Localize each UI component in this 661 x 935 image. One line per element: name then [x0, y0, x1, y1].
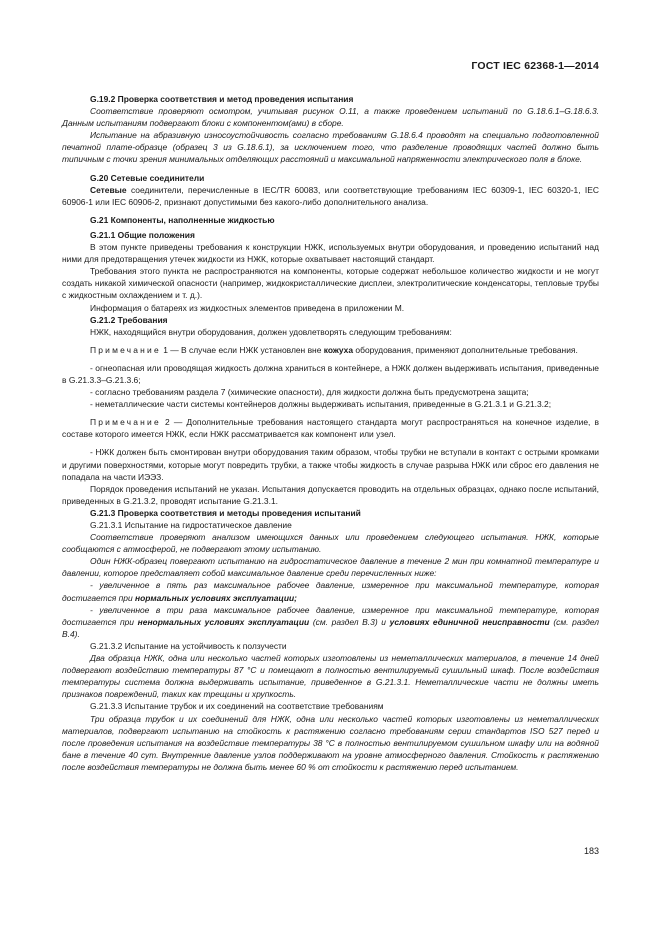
bold-term: ненормальных условиях эксплуатации	[137, 616, 310, 627]
list-item: - согласно требованиям раздела 7 (химические опасности), для жидкости должна быть предусмотрена защита;	[90, 387, 529, 398]
section-heading-g21: G.21 Компоненты, наполненные жидкостью	[90, 214, 275, 225]
bold-term: кожуха	[323, 344, 354, 355]
section-heading-g21-3: G.21.3 Проверка соответствия и методы проведения испытаний	[90, 507, 361, 518]
paragraph: Требования этого пункта не распространяются на компоненты, которые содержат небольшое количество жидкости и не могут создать никакой химической опасности (например, жидкокристаллические дисплеи, электролитические конденсаторы, тепловые трубы с жидкостным охлаждением и т. д.).	[62, 266, 599, 301]
page-number: 183	[583, 846, 599, 856]
subsection-heading-g21-3-2: G.21.3.2 Испытание на устойчивость к ползучести	[90, 640, 287, 651]
list-item: - неметаллические части системы контейнеров должны выдерживать испытания, приведенные в G.21.3.1 и G.21.3.2;	[90, 399, 552, 410]
note-2: Примечание 2 — Дополнительные требования настоящего стандарта могут распространяться на конечное изделие, в составе которого имеется НЖК, если НЖК рассматривается как компонент или узел.	[62, 417, 599, 440]
section-heading-g19-2: G.19.2 Проверка соответствия и метод проведения испытания	[90, 94, 354, 104]
paragraph: Соответствие проверяют анализом имеющихся данных или проведением следующего испытания. НЖК, которые сообщаются с атмосферой, не подвергают этому испытанию.	[62, 532, 599, 555]
subsection-heading-g21-3-1: G.21.3.1 Испытание на гидростатическое давление	[90, 520, 292, 530]
document-header: ГОСТ IEC 62368-1—2014	[471, 60, 599, 72]
bold-term: Сетевые	[90, 184, 127, 195]
page-content	[62, 93, 599, 773]
section-heading-g21-2: G.21.2 Требования	[90, 314, 168, 325]
paragraph: Один НЖК-образец повергают испытанию на гидростатическое давление в течение 2 мин при комнатной температуре и давлении, которое представляет собой максимальное давление среди перечисленных ниже:	[62, 556, 599, 579]
subsection-heading-g21-3-3: G.21.3.3 Испытание трубок и их соединений на соответствие требованиям	[90, 701, 384, 712]
note-1: Примечание 1 — В случае если НЖК установлен вне кожуха оборудования, применяют дополнительные требования.	[90, 344, 578, 355]
list-item: - увеличенное в пять раз максимальное рабочее давление, измеренное при максимальной температуре, которая достигается при нормальных условиях эксплуатации;	[62, 580, 599, 603]
list-item: - огнеопасная или проводящая жидкость должна храниться в контейнере, а НЖК должен выдерживать испытания, приведенные в G.21.3.3–G.21.3.6;	[62, 362, 599, 385]
list-item: - увеличенное в три раза максимальное рабочее давление, измеренное при максимальной температуре, которая достигается при ненормальных условиях эксплуатации (см. раздел В.3) и условиях единичной неисправности (см. раздел В.4).	[62, 604, 599, 639]
bold-term: нормальных условиях эксплуатации;	[135, 592, 297, 603]
note-label: Примечание	[90, 417, 161, 428]
paragraph: Сетевые соединители, перечисленные в IEC/TR 60083, или соответствующие требованиям IEC 60309-1, IEC 60320-1, IEC 60906-1 или IEC 60906-2, признают допустимыми без какого-либо дополнительного анализа.	[62, 184, 599, 207]
note-label: Примечание	[90, 344, 161, 355]
paragraph: НЖК, находящийся внутри оборудования, должен удовлетворять следующим требованиям:	[90, 326, 452, 337]
paragraph: Порядок проведения испытаний не указан. Испытания допускается проводить на отдельных образцах, однако после испытаний, приведенных в G.21.3.2, проводят испытание G.21.3.1.	[62, 483, 599, 506]
paragraph: Соответствие проверяют осмотром, учитывая рисунок О.11, а также проведением испытаний по G.18.6.1–G.18.6.3. Данным испытаниям подвергают блоки с компонентом(ами) в сборе.	[62, 106, 599, 129]
section-heading-g21-1: G.21.1 Общие положения	[90, 229, 195, 240]
paragraph: Информация о батареях из жидкостных элементов приведена в приложении М.	[90, 302, 405, 313]
list-item: - НЖК должен быть смонтирован внутри оборудования таким образом, чтобы трубки не вступали в контакт с острыми кромками и другими поверхностями, которые могут повредить трубки, а также чтобы жидкость в случае разрыва НЖК или сброс его давления не попадала на части ИЭЭЗ.	[62, 447, 599, 482]
paragraph: Испытание на абразивную износоустойчивость согласно требованиям G.18.6.4 проводят на специально подготовленной печатной плате-образце (образец 3 из G.18.6.1), за исключением того, что разделение проводящих частей должно быть типичным с точки зрения минимальных отделяющих расстояний и максимальной напряженности электрического поля в блоке.	[62, 130, 599, 165]
bold-term: условиях единичной неисправности	[389, 616, 550, 627]
section-heading-g20: G.20 Сетевые соединители	[90, 172, 205, 183]
paragraph: Два образца НЖК, одна или несколько частей которых изготовлены из неметаллических материалов, в течение 14 дней подвергают воздействию температуры 87 °С и помещают в полностью вентилируемый сушильный шкаф. После воздействия температуры система должна выдерживать испытание, приведенное в G.21.3.1. Неметаллические части не должны иметь признаков повреждений, таких как трещины и хрупкость.	[62, 653, 599, 700]
paragraph: В этом пункте приведены требования к конструкции НЖК, используемых внутри оборудования, и проведению испытаний над ними для предотвращения утечек жидкости из НЖК, которые охватывает настоящий стандарт.	[62, 242, 599, 265]
paragraph: Три образца трубок и их соединений для НЖК, одна или несколько частей которых изготовлены из неметаллических материалов, подвергают испытанию на стойкость к растяжению согласно требованиям серии стандартов ISO 527 перед и после проведения испытания на воздействие температуры 38 °С в полностью вентилируемом сушильном шкафу или на водяной бане в течение 40 сут. Внутренние давление узлов поддерживают на уровне атмосферного давления. Стойкость к растяжению после воздействия температуры не должна быть менее 60 % от стойкости к растяжению перед испытанием.	[62, 713, 599, 772]
